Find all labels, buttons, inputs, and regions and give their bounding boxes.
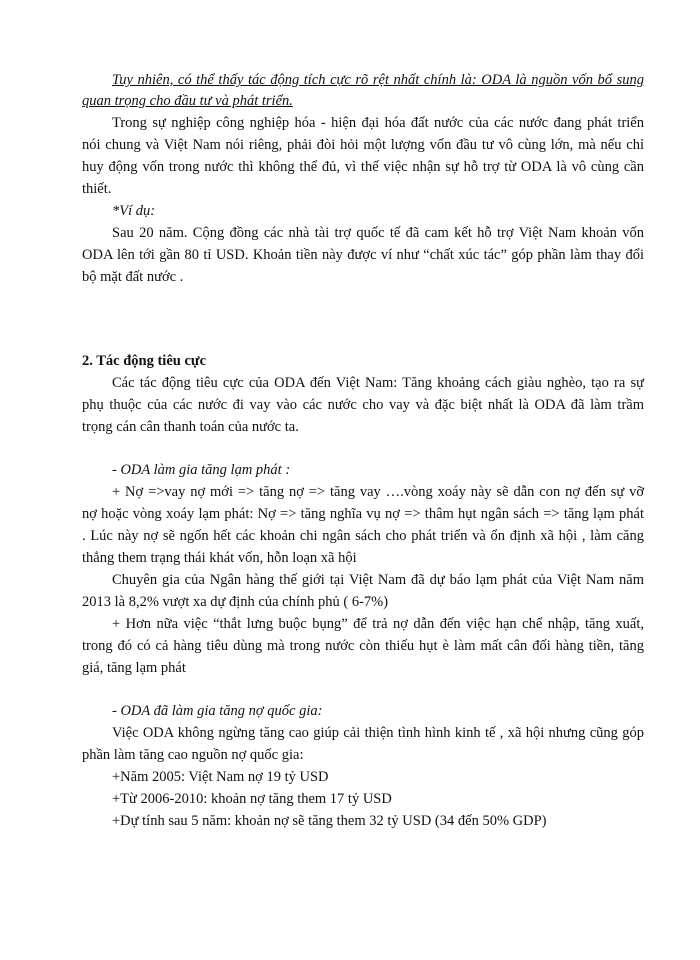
section-heading: 2. Tác động tiêu cực <box>82 353 207 369</box>
inflation-line-2: nợ hoặc vòng xoáy lạm phát: Nợ => tăng nghĩa vụ nợ => thâm hụt ngân sách => tăng lạm phát <box>82 506 644 522</box>
summary-line-2: phụ thuộc của các nước đi vay vào các nước cho vay và đặc biệt nhất là ODA đã làm trầm <box>82 397 644 413</box>
example-line-3: bộ mặt đất nước . <box>82 269 184 285</box>
example-line-2: ODA lên tới gần 80 tỉ USD. Khoản tiền này được ví như “chất xúc tác” góp phần làm thay đổi <box>82 247 644 263</box>
intro-emphasis-line-1: Tuy nhiên, có thể thấy tác động tích cực rõ rệt nhất chính là: ODA là nguồn vốn bổ sung <box>112 72 644 88</box>
summary-line-3: trọng cán cân thanh toán của nước ta. <box>82 419 299 435</box>
inflation-line-7: + Hơn nữa việc “thắt lưng buộc bụng” để trả nợ dẫn đến việc hạn chế nhập, tăng xuất, <box>112 616 644 632</box>
inflation-heading: - ODA làm gia tăng lạm phát : <box>112 462 291 478</box>
inflation-line-5: Chuyên gia của Ngân hàng thế giới tại Việt Nam đã dự báo lạm phát của Việt Nam năm <box>112 572 644 588</box>
debt-line-1: Việc ODA không ngừng tăng cao giúp cải thiện tình hình kinh tế , xã hội nhưng cũng góp <box>112 725 644 741</box>
intro-paragraph-line-4: thiết. <box>82 181 112 197</box>
debt-item-1: +Năm 2005: Việt Nam nợ 19 tỷ USD <box>112 769 329 785</box>
debt-item-2: +Từ 2006-2010: khoản nợ tăng them 17 tỷ USD <box>112 791 392 807</box>
example-label: *Ví dụ: <box>112 203 156 219</box>
intro-paragraph-line-3: huy động vốn trong nước thì không thể đủ, vì thế việc nhận sự hỗ trợ từ ODA là vô cùng cần <box>82 159 644 175</box>
inflation-line-6: 2013 là 8,2% vượt xa dự định của chính phủ ( 6-7%) <box>82 594 389 610</box>
intro-paragraph-line-1: Trong sự nghiệp công nghiệp hóa - hiện đại hóa đất nước của các nước đang phát triển <box>112 115 644 131</box>
inflation-line-1: + Nợ =>vay nợ mới => tăng nợ => tăng vay ….vòng xoáy này sẽ dẫn con nợ đến sự vỡ <box>112 484 644 500</box>
debt-heading: - ODA đã làm gia tăng nợ quốc gia: <box>112 703 323 719</box>
debt-line-2: phần làm tăng cao nguồn nợ quốc gia: <box>82 747 304 763</box>
intro-emphasis-line-2: quan trọng cho đầu tư và phát triển. <box>82 93 293 109</box>
inflation-line-3: . Lúc này nợ sẽ ngốn hết các khoản chi ngân sách cho phát triển và ổn định xã hội , làm căng <box>82 528 644 544</box>
inflation-line-9: giá, tăng lạm phát <box>82 660 186 676</box>
intro-paragraph-line-2: nói chung và Việt Nam nói riêng, phải đòi hỏi một lượng vốn đầu tư vô cùng lớn, mà nếu chỉ <box>82 137 644 153</box>
inflation-line-4: thẳng them trạng thái khát vốn, hỗn loạn xã hội <box>82 550 357 566</box>
inflation-line-8: trong đó có cả hàng tiêu dùng mà trong nước còn thiếu hụt è làm mất cân đối hàng tiền, tăng <box>82 638 644 654</box>
example-line-1: Sau 20 năm. Cộng đồng các nhà tài trợ quốc tế đã cam kết hỗ trợ Việt Nam khoản vốn <box>112 225 644 241</box>
debt-item-3: +Dự tính sau 5 năm: khoản nợ sẽ tăng them 32 tỷ USD (34 đến 50% GDP) <box>112 813 547 829</box>
summary-line-1: Các tác động tiêu cực của ODA đến Việt Nam: Tăng khoảng cách giàu nghèo, tạo ra sự <box>112 375 644 391</box>
